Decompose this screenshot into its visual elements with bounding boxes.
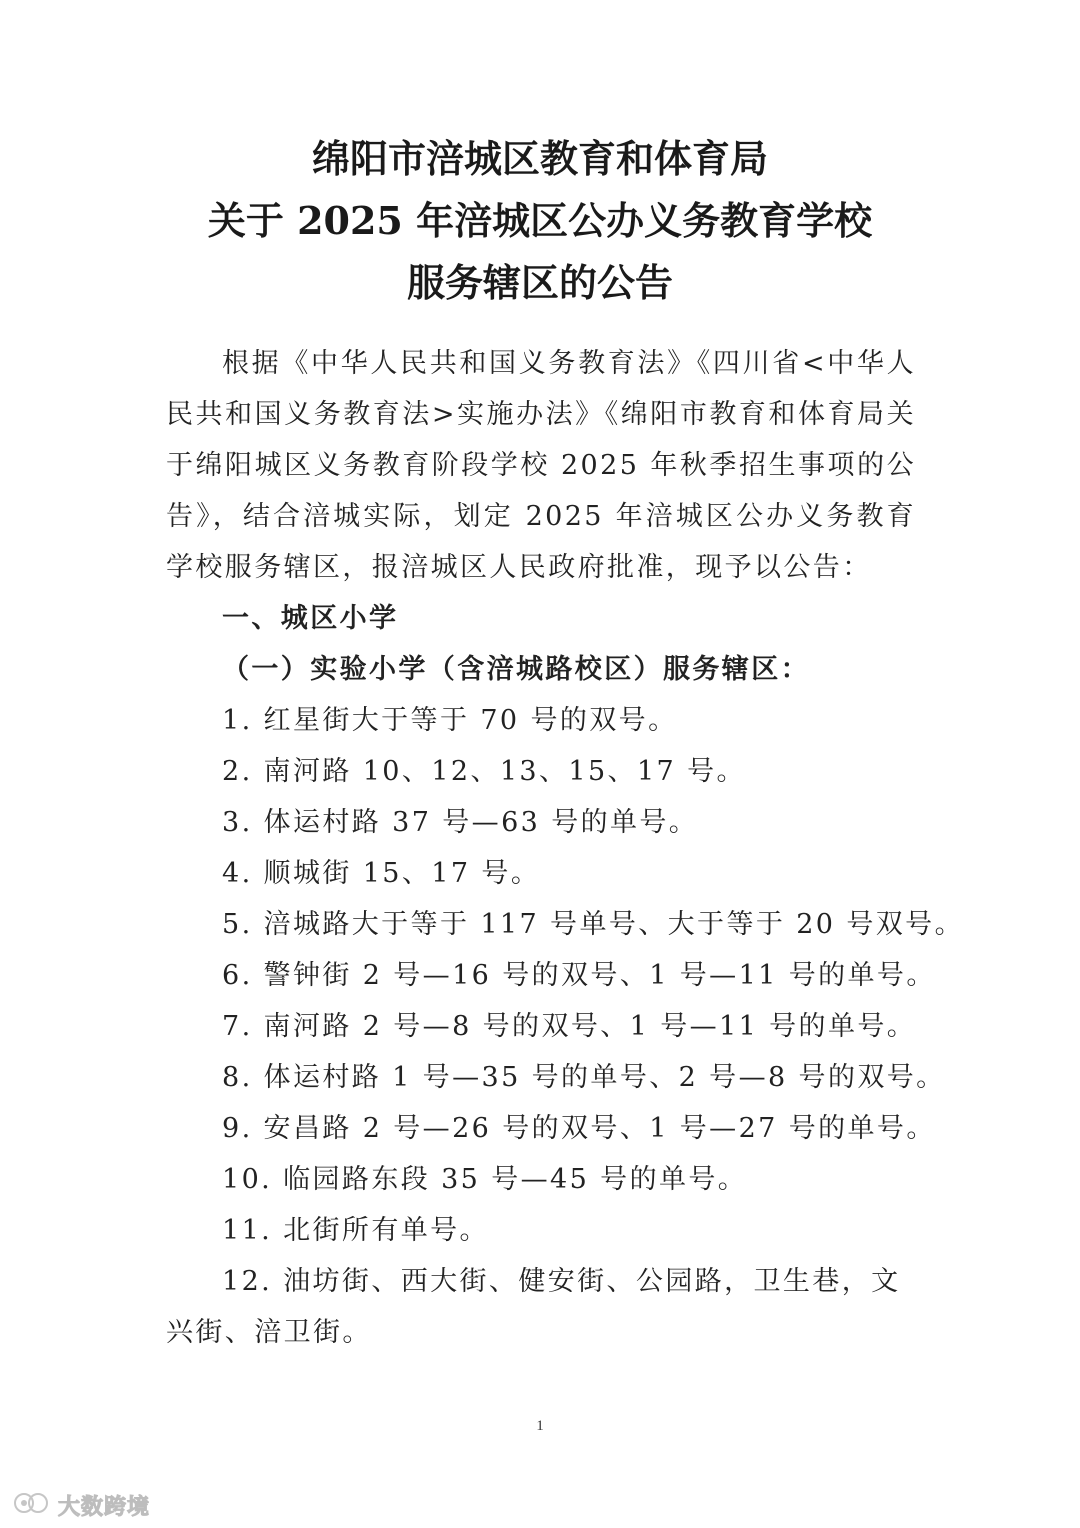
list-item: 6. 警钟街 2 号—16 号的双号、1 号—11 号的单号。 [222, 960, 936, 991]
intro-paragraph: 根据《中华人民共和国义务教育法》《四川省<中华人民共和国义务教育法>实施办法》《绵阳市教育和体育局关于绵阳城区义务教育阶段学校 2025 年秋季招生事项的公告》，结合涪城实际，划定 2025 年涪城区公办义务教育学校服务辖区，报涪城区人民政府批准，现予以公告： [166, 348, 916, 583]
title-line-3: 服务辖区的公告 [406, 260, 673, 305]
page-number: 1 [536, 1418, 544, 1434]
list-item: 1. 红星街大于等于 70 号的双号。 [222, 705, 678, 736]
list-item: 12. 油坊街、西大街、健安街、公园路，卫生巷，文兴街、涪卫街。 [166, 1266, 901, 1348]
list-item: 5. 涪城路大于等于 117 号单号、大于等于 20 号双号。 [222, 909, 964, 940]
list-item: 4. 顺城街 15、17 号。 [222, 858, 541, 889]
watermark-logo-icon [12, 1490, 52, 1521]
watermark [12, 1490, 150, 1521]
title-line-1: 绵阳市涪城区教育和体育局 [311, 136, 768, 181]
list-item: 9. 安昌路 2 号—26 号的双号、1 号—27 号的单号。 [222, 1113, 936, 1144]
list-item: 7. 南河路 2 号—8 号的双号、1 号—11 号的单号。 [222, 1011, 917, 1042]
document-body [166, 338, 964, 1358]
list-item: 8. 体运村路 1 号—35 号的单号、2 号—8 号的双号。 [222, 1062, 946, 1093]
list-item: 10. 临园路东段 35 号—45 号的单号。 [222, 1164, 748, 1195]
document-title [0, 128, 1080, 314]
list-item: 3. 体运村路 37 号—63 号的单号。 [222, 807, 699, 838]
subsection-heading-experimental-primary: （一）实验小学（含涪城路校区）服务辖区： [222, 654, 810, 685]
list-item: 11. 北街所有单号。 [222, 1215, 489, 1246]
title-line-2: 关于 2025 年涪城区公办义务教育学校 [207, 198, 873, 243]
section-heading-urban-primary: 一、城区小学 [222, 603, 399, 634]
list-item: 2. 南河路 10、12、13、15、17 号。 [222, 756, 746, 787]
watermark-text: 大数跨境 [58, 1495, 151, 1520]
